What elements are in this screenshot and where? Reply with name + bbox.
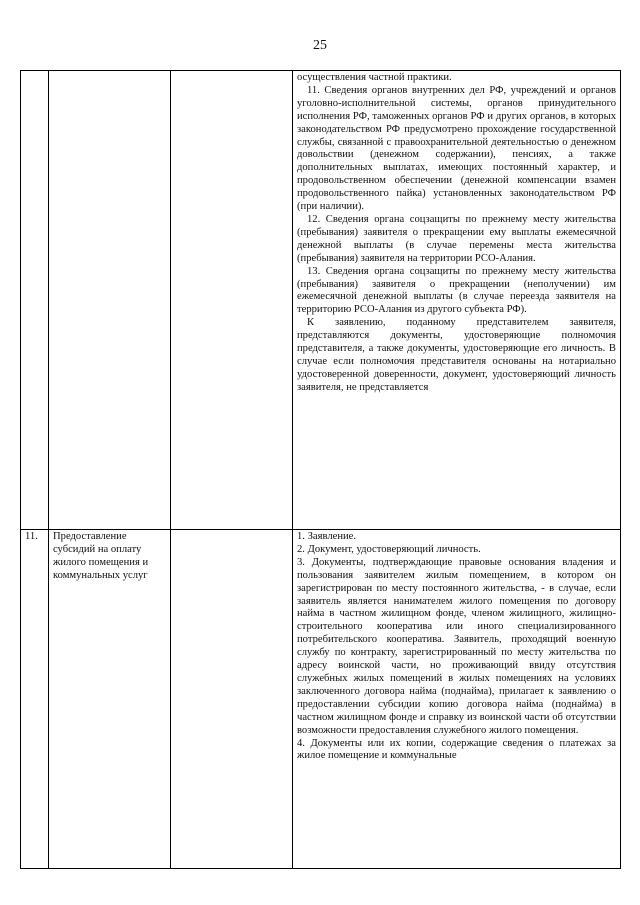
table-row xyxy=(21,71,621,530)
doc-paragraph: 1. Заявление. xyxy=(297,531,357,542)
doc-paragraph: 13. Сведения органа соцзащиты по прежнему месту жительства (пребывания) заявителя о прекращении (неполучении) им ежемесячной денежной выплаты (в случае переезда заявителя на территорию РСО-Алания из другого субъекта РФ). xyxy=(297,265,616,316)
documents-table xyxy=(20,70,621,869)
doc-paragraph: 2. Документ, удостоверяющий личность. xyxy=(297,543,481,555)
documents-cell xyxy=(293,71,621,530)
empty-cell xyxy=(171,71,293,530)
doc-paragraph: 12. Сведения органа соцзащиты по прежнему месту жительства (пребывания) заявителя о прекращении ему выплаты ежемесячной денежной выплаты (в случае перемены места жительства (пребывания) заявителя на территории РСО-Алания. xyxy=(297,213,616,264)
doc-paragraph: К заявлению, поданному представителем заявителя, представляются документы, удостоверяющие полномочия представителя, а также документы, удостоверяющие его личность. В случае если полномочия представителя основаны на нотариально удостоверенной доверенности, документ, удостоверяющий личность заявителя, не представляется xyxy=(297,317,616,393)
row-number-cell xyxy=(21,71,49,530)
service-name: Предоставление субсидий на оплату жилого помещения и коммунальных услуг xyxy=(53,531,149,581)
doc-paragraph: 11. Сведения органов внутренних дел РФ, учреждений и органов уголовно-исполнительной системы, органов принудительного исполнения РФ, таможенных органов РФ и других органов, в которых законодательством РФ предусмотрено прохождение государственной службы, связанной с правоохранительной деятельностью о денежном довольствии (денежном содержании), пенсиях, а также дополнительных выплатах, имеющих постоянный характер, и продовольственном обеспечении (денежной компенсации взамен продовольственного пайка) установленных законодательством РФ (при наличии). xyxy=(297,84,616,213)
empty-cell xyxy=(171,530,293,869)
service-name-cell xyxy=(49,530,171,869)
doc-paragraph: 4. Документы или их копии, содержащие сведения о платежах за жилое помещение и коммунальные xyxy=(297,737,616,762)
table-row xyxy=(21,530,621,869)
page-number: 25 xyxy=(313,38,327,53)
doc-paragraph: 3. Документы, подтверждающие правовые основания владения и пользования заявителем жилым помещением, в котором он зарегистрирован по месту постоянного жительства, - в случае, если заявитель является нанимателем жилого помещения по договору найма в частном жилищном фонде, членом жилищного, жилищно-строительного кооператива или иного специализированного потребительского кооператива. Заявитель, проходящий военную службу по контракту, зарегистрированный по месту жительства по адресу воинской части, но проживающий ввиду отсутствия служебных жилых помещений в жилых помещениях на условиях заключенного договора найма (поднайма), прилагает к заявлению о предоставлении субсидии копию договора найма (поднайма) в частном жилищном фонде и справку из воинской части об отсутствии возможности предоставления служебного жилого помещения. xyxy=(297,556,616,736)
documents-cell xyxy=(293,530,621,869)
row-number: 11. xyxy=(25,531,38,542)
doc-paragraph: осуществления частной практики. xyxy=(297,72,452,83)
row-number-cell xyxy=(21,530,49,869)
service-name-cell xyxy=(49,71,171,530)
